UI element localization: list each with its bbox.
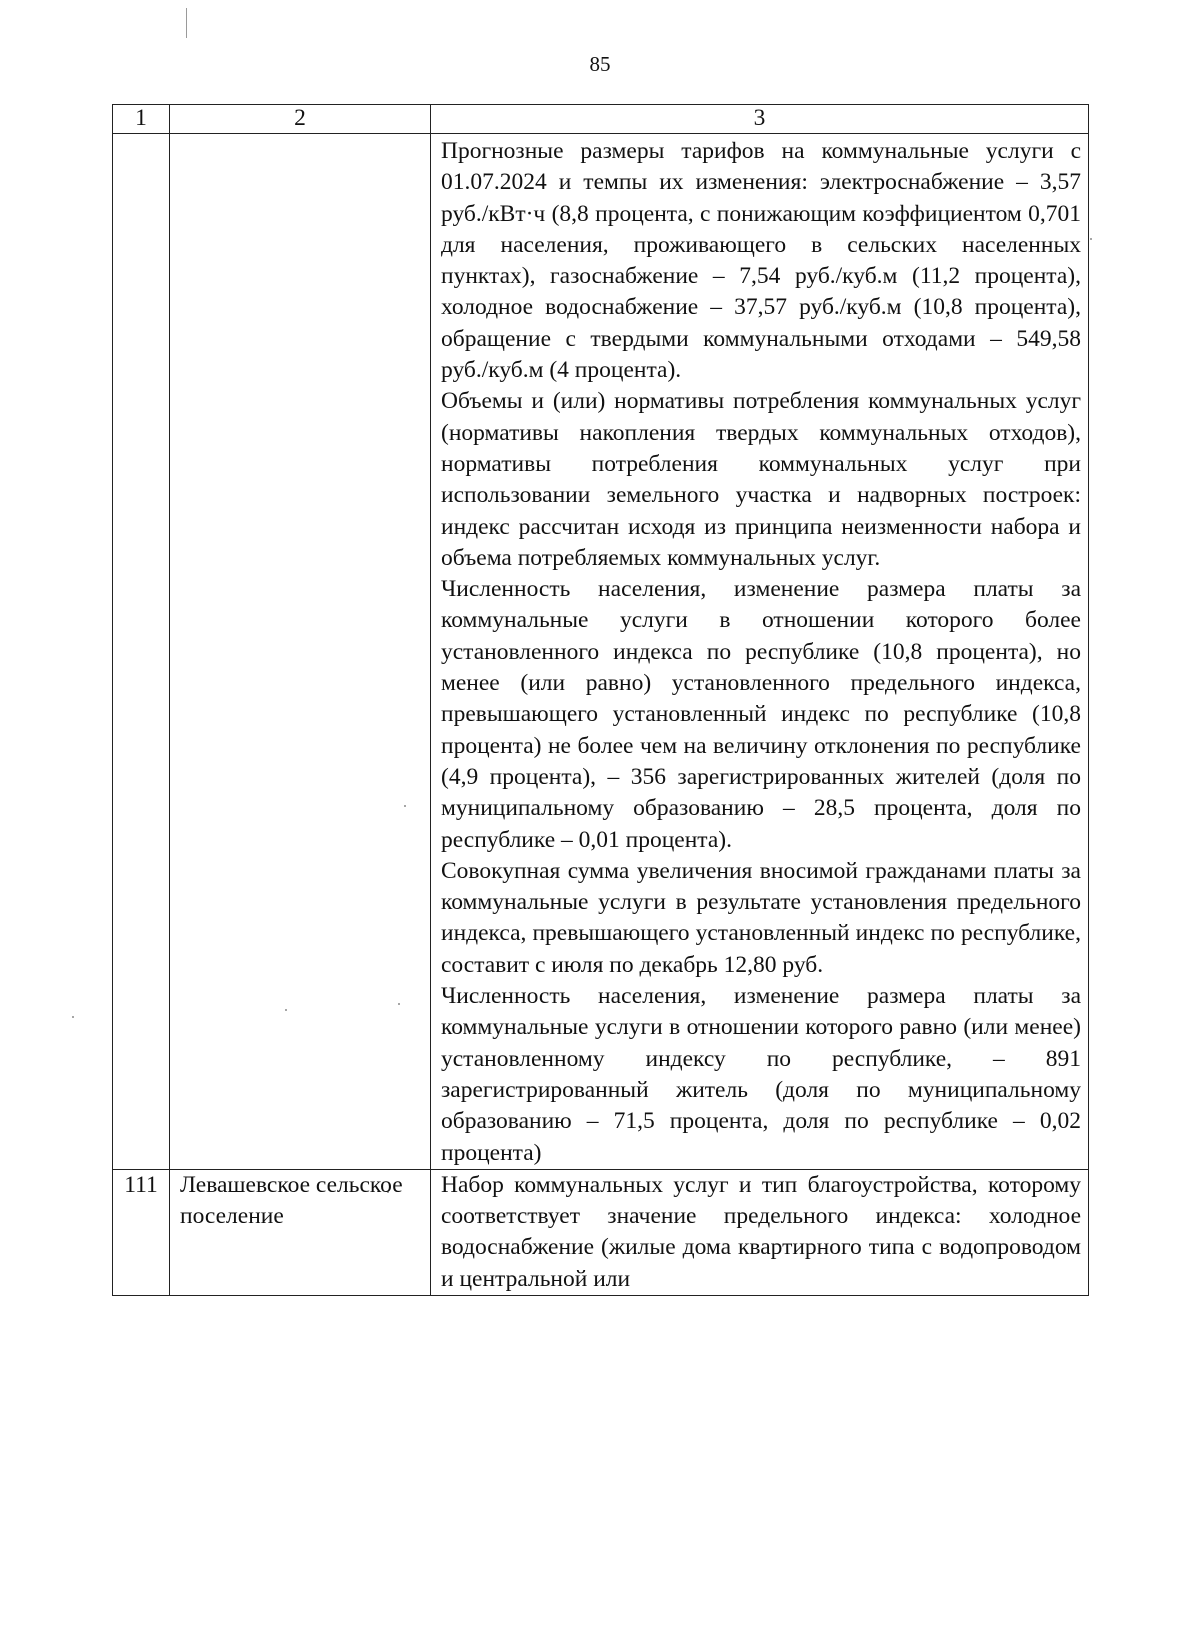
column-header-2: 2	[170, 105, 431, 134]
paragraph-tariffs: Прогнозные размеры тарифов на коммунальные услуги с 01.07.2024 и темпы их изменения: электроснабжение – 3,57 руб./кВт·ч (8,8 процента, с понижающим коэффициентом 0,701 для населения, проживающего в сельских населенных пунктах), газоснабжение – 7,54 руб./куб.м (11,2 процента), холодное водоснабжение – 37,57 руб./куб.м (10,8 процента), обращение с твердыми коммунальными отходами – 549,58 руб./куб.м (4 процента).	[441, 138, 1081, 384]
column-header-1: 1	[113, 105, 170, 134]
page-number: 85	[589, 52, 611, 76]
tariff-table	[112, 104, 1089, 1296]
column-header-3: 3	[431, 105, 1089, 134]
paragraph-population-above: Численность населения, изменение размера платы за коммунальные услуги в отношении которого более установленного индекса по республике (10,8 процента), но менее (или равно) установленного предельного индекса, превышающего установленный индекс по республике (10,8 процента) не более чем на величину отклонения по республике (4,9 процента), – 356 зарегистрированных жителей (доля по муниципальному образованию – 28,5 процента, доля по республике – 0,01 процента).	[441, 576, 1081, 853]
settlement-name: Левашевское сельское поселение	[170, 1169, 431, 1295]
row-number: 111	[113, 1169, 170, 1295]
table-header-row	[113, 105, 1089, 134]
scan-speck	[72, 1016, 74, 1018]
paragraph-utility-set: Набор коммунальных услуг и тип благоустройства, которому соответствует значение предельного индекса: холодное водоснабжение (жилые дома квартирного типа с водопроводом и центральной или	[441, 1171, 1081, 1292]
scan-speck	[1090, 238, 1092, 240]
settlement-name	[170, 134, 431, 1170]
table-row	[113, 1169, 1089, 1295]
table-row	[113, 134, 1089, 1170]
row-description	[431, 1169, 1089, 1295]
paragraph-volumes: Объемы и (или) нормативы потребления коммунальных услуг (нормативы накопления твердых коммунальных отходов), нормативы потребления коммунальных услуг при использовании земельного участка и надворных построек: индекс рассчитан исходя из принципа неизменности набора и объема потребляемых коммунальных услуг.	[441, 388, 1081, 571]
paragraph-population-below: Численность населения, изменение размера платы за коммунальные услуги в отношении которого равно (или менее) установленному индексу по республике, – 891 зарегистрированный житель (доля по муниципальному образованию – 71,5 процента, доля по республике – 0,02 процента)	[441, 983, 1081, 1166]
paragraph-total-increase: Совокупная сумма увеличения вносимой гражданами платы за коммунальные услуги в результате установления предельного индекса, превышающего установленный индекс по республике, составит с июля по декабрь 12,80 руб.	[441, 857, 1081, 978]
row-number	[113, 134, 170, 1170]
scan-artifact-line	[186, 8, 187, 38]
row-description	[431, 134, 1089, 1170]
